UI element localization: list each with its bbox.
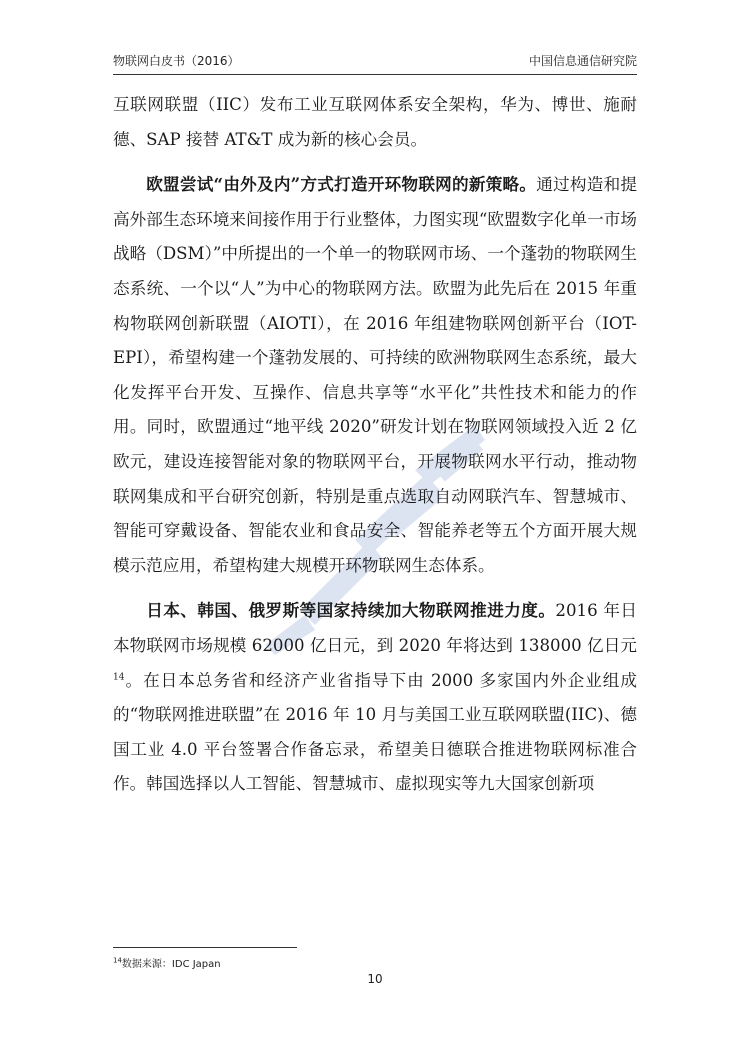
- paragraph-japan-korea-russia: [113, 593, 637, 802]
- footnote-number: 14: [113, 956, 122, 965]
- paragraph-lead-heading: 欧盟尝试“由外及内”方式打造开环物联网的新策略。: [146, 174, 537, 195]
- body-text: [113, 88, 637, 802]
- paragraph-text: 通过构造和提高外部生态环境来间接作用于行业整体，力图实现“欧盟数字化单一市场战略（DSM）”中所提出的一个单一的物联网市场、一个蓬勃的物联网生态系统、一个以“人”为中心的物联网方法。欧盟为此先后在 2015 年重构物联网创新联盟（AIOTI），在 2016 年组建物联网创新平台（IOT-EPI），希望构建一个蓬勃发展的、可持续的欧洲物联网生态系统，最大化发挥平台开发、互操作、信息共享等“水平化”共性技术和能力的作用。同时，欧盟通过“地平线 2020”研发计划在物联网领域投入近 2 亿欧元，建设连接智能对象的物联网平台，开展物联网水平行动，推动物联网集成和平台研究创新，特别是重点选取自动网联汽车、智慧城市、智能可穿戴设备、智能农业和食品安全、智能养老等五个方面开展大规模示范应用，希望构建大规模开环物联网生态体系。: [113, 175, 638, 575]
- page-number: 10: [367, 972, 383, 986]
- paragraph-text: 。在日本总务省和经济产业省指导下由 2000 多家国内外企业组成的“物联网推进联盟”在 2016 年 10 月与美国工业互联网联盟(IIC)、德国工业 4.0 平台签署合作备忘录，希望美日德联合推进物联网标准合作。韩国选择以人工智能、智慧城市、虚拟现实等九大国家创新项: [113, 670, 637, 794]
- paragraph-text: 互联网联盟（IIC）发布工业互联网体系安全架构，华为、博世、施耐德、SAP 接替 AT&T 成为新的核心会员。: [113, 95, 637, 149]
- paragraph-eu: [113, 167, 637, 583]
- running-header: [113, 48, 637, 75]
- footnote: [113, 955, 221, 970]
- footnote-reference[interactable]: 14: [113, 671, 125, 682]
- paragraph-lead-heading: 日本、韩国、俄罗斯等国家持续加大物联网推进力度。: [146, 600, 556, 621]
- paragraph-text: 2016 年日本物联网市场规模 62000 亿日元，到 2020 年将达到 138000 亿日元: [113, 601, 637, 655]
- header-organization: 中国信息通信研究院: [528, 54, 637, 68]
- footnote-text: 数据来源：IDC Japan: [121, 959, 221, 970]
- paragraph-iic: [113, 88, 637, 157]
- footnote-divider: [113, 947, 297, 948]
- header-document-title: 物联网白皮书（2016）: [113, 54, 240, 68]
